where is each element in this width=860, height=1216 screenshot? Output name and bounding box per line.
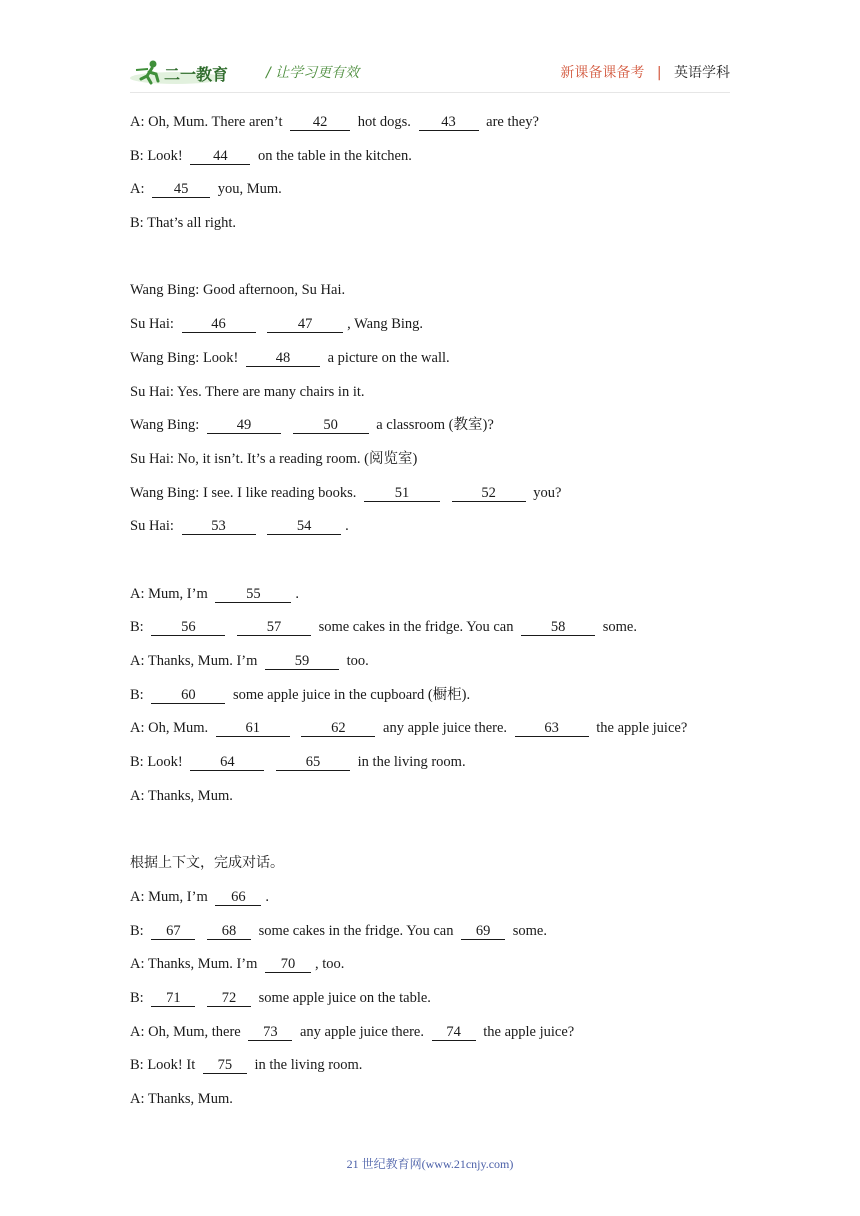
- dialogue-line: A: Oh, Mum. 61 62 any apple juice there. 63 the apple juice?: [130, 720, 688, 737]
- dialogue-line: A: Mum, I’m 55 .: [130, 585, 299, 602]
- answer-blank[interactable]: 50: [293, 417, 369, 434]
- answer-blank[interactable]: 69: [461, 923, 505, 940]
- answer-blank[interactable]: 46: [182, 316, 256, 333]
- site-logo[interactable]: [130, 56, 250, 90]
- dialogue-line: Wang Bing: Good afternoon, Su Hai.: [130, 282, 346, 299]
- answer-blank[interactable]: 70: [265, 956, 311, 973]
- dialogue-line: B: Look! 64 65 in the living room.: [130, 754, 466, 771]
- dialogue-line: Wang Bing: Look! 48 a picture on the wall.: [130, 349, 450, 366]
- answer-blank[interactable]: 62: [301, 720, 375, 737]
- dialogue-line: Wang Bing: I see. I like reading books. 51 52 you?: [130, 484, 562, 501]
- dialogue-line: B: 71 72 some apple juice on the table.: [130, 989, 431, 1006]
- answer-blank[interactable]: 52: [452, 485, 526, 502]
- dialogue-line: A: 45 you, Mum.: [130, 181, 282, 198]
- answer-blank[interactable]: 54: [267, 518, 341, 535]
- answer-blank[interactable]: 75: [203, 1057, 247, 1074]
- answer-blank[interactable]: 55: [215, 586, 291, 603]
- spacer: [130, 246, 750, 280]
- spacer: [130, 818, 750, 852]
- answer-blank[interactable]: 65: [276, 754, 350, 771]
- answer-blank[interactable]: 63: [515, 720, 589, 737]
- dialogue-line: A: Thanks, Mum. I’m 59 too.: [130, 653, 369, 669]
- dialogue-line: B: Look! It 75 in the living room.: [130, 1057, 363, 1074]
- answer-blank[interactable]: 61: [216, 720, 290, 737]
- worksheet-content: [130, 111, 750, 1122]
- header-divider: [130, 92, 730, 93]
- answer-blank[interactable]: 42: [290, 114, 350, 131]
- answer-blank[interactable]: 66: [215, 889, 261, 906]
- dialogue-line: A: Thanks, Mum.: [130, 1090, 233, 1107]
- answer-blank[interactable]: 68: [207, 923, 251, 940]
- answer-blank[interactable]: 67: [151, 923, 195, 940]
- dialogue-line: Su Hai: No, it isn’t. It’s a reading room. (阅览室): [130, 450, 418, 467]
- answer-blank[interactable]: 59: [265, 653, 339, 670]
- dialogue-line: B: Look! 44 on the table in the kitchen.: [130, 147, 412, 164]
- dialogue-line: A: Mum, I’m 66 .: [130, 888, 269, 905]
- header-separator: |: [656, 65, 662, 81]
- dialogue-line: A: Oh, Mum, there 73 any apple juice there. 74 the apple juice?: [130, 1023, 575, 1040]
- subject-label: 英语学科: [674, 65, 730, 81]
- course-label: 新课备课备考: [560, 65, 645, 81]
- runner-logo-icon: [130, 56, 250, 90]
- answer-blank[interactable]: 60: [151, 687, 225, 704]
- dialogue-line: A: Oh, Mum. There aren’t 42 hot dogs. 43 are they?: [130, 114, 539, 130]
- dialogue-line: B: That’s all right.: [130, 215, 237, 232]
- answer-blank[interactable]: 56: [151, 619, 225, 636]
- answer-blank[interactable]: 74: [432, 1024, 476, 1041]
- answer-blank[interactable]: 45: [152, 181, 210, 198]
- answer-blank[interactable]: 47: [267, 316, 343, 333]
- answer-blank[interactable]: 57: [237, 619, 311, 636]
- dialogue-line: Su Hai: 53 54 .: [130, 518, 349, 535]
- answer-blank[interactable]: 71: [151, 990, 195, 1007]
- answer-blank[interactable]: 64: [190, 754, 264, 771]
- dialogue-line: B: 56 57 some cakes in the fridge. You can 58 some.: [130, 619, 637, 636]
- dialogue-line: Wang Bing: 49 50 a classroom (教室)?: [130, 417, 494, 434]
- answer-blank[interactable]: 53: [182, 518, 256, 535]
- answer-blank[interactable]: 43: [419, 114, 479, 131]
- dialogue-line: Su Hai: Yes. There are many chairs in it.: [130, 383, 365, 400]
- answer-blank[interactable]: 48: [246, 350, 320, 367]
- svg-text:二一教育: 二一教育: [164, 65, 229, 84]
- header-right: [560, 62, 730, 82]
- answer-blank[interactable]: 58: [521, 619, 595, 636]
- answer-blank[interactable]: 72: [207, 990, 251, 1007]
- dialogue-line: A: Thanks, Mum.: [130, 787, 233, 804]
- dialogue-line: B: 60 some apple juice in the cupboard (橱柜).: [130, 686, 471, 703]
- section-instruction: 根据上下文，完成对话。: [130, 855, 284, 872]
- dialogue-line: B: 67 68 some cakes in the fridge. You can 69 some.: [130, 922, 547, 939]
- page-footer[interactable]: 21 世纪教育网(www.21cnjy.com): [346, 1157, 514, 1171]
- page-header: [130, 56, 730, 90]
- spacer: [130, 549, 750, 583]
- dialogue-line: A: Thanks, Mum. I’m 70 , too.: [130, 956, 345, 973]
- answer-blank[interactable]: 44: [190, 148, 250, 165]
- answer-blank[interactable]: 49: [207, 417, 281, 434]
- answer-blank[interactable]: 73: [248, 1024, 292, 1041]
- slogan: / 让学习更有效: [266, 65, 360, 81]
- answer-blank[interactable]: 51: [364, 485, 440, 502]
- dialogue-line: Su Hai: 46 47 , Wang Bing.: [130, 316, 424, 333]
